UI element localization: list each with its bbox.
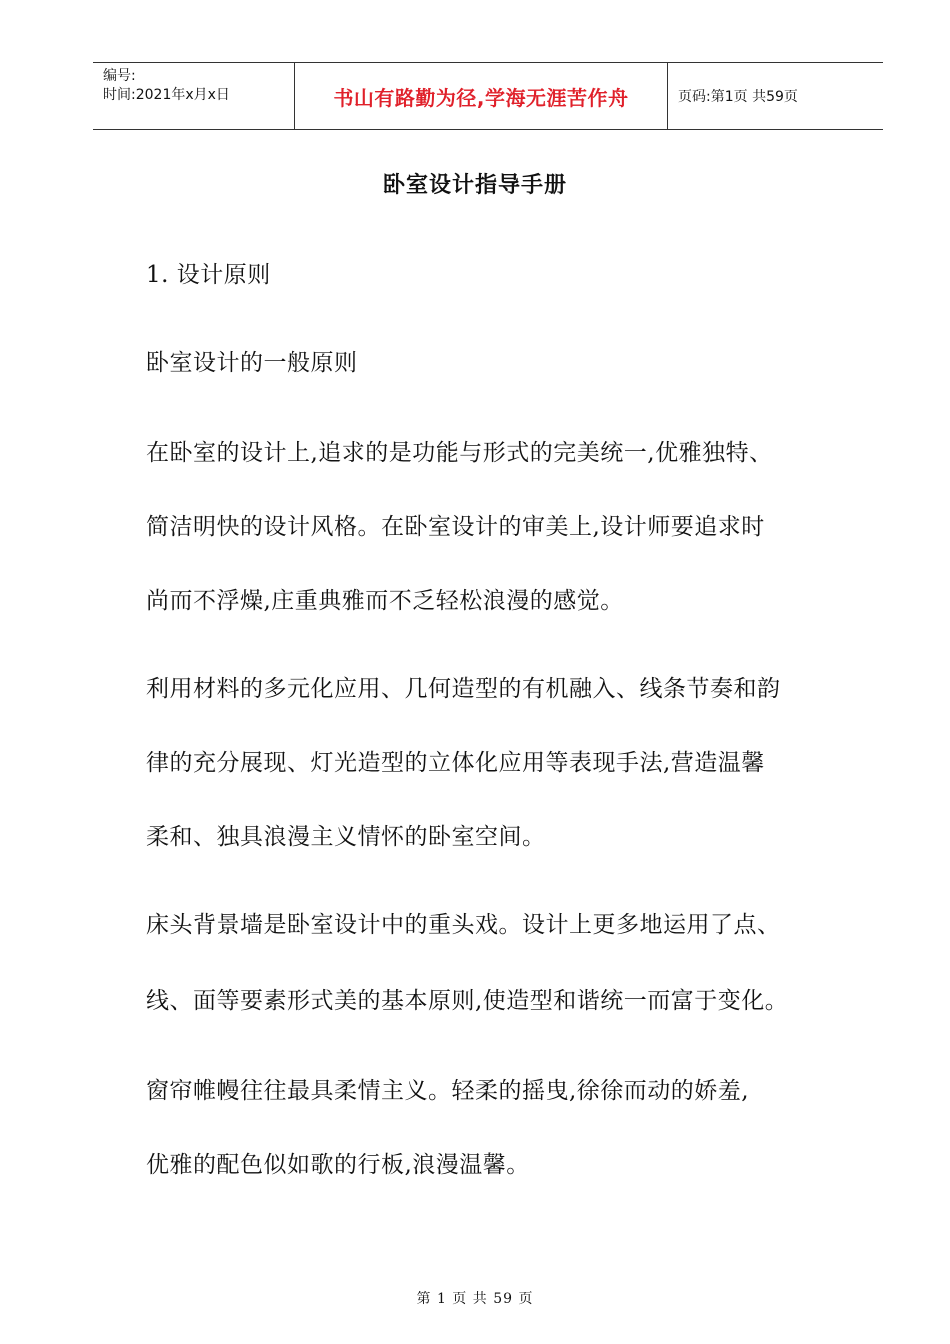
section-heading: 1. 设计原则: [146, 262, 271, 288]
paragraph-line: 线、面等要素形式美的基本原则,使造型和谐统一而富于变化。: [146, 988, 789, 1014]
paragraph-line: 窗帘帷幔往往最具柔情主义。轻柔的摇曳,徐徐而动的娇羞,: [146, 1078, 750, 1104]
document-title: 卧室设计指导手册: [382, 173, 567, 198]
paragraph-line: 简洁明快的设计风格。在卧室设计的审美上,设计师要追求时: [146, 514, 765, 540]
paragraph-line: 利用材料的多元化应用、几何造型的有机融入、线条节奏和韵: [146, 676, 781, 702]
paragraph-line: 律的充分展现、灯光造型的立体化应用等表现手法,营造温馨: [146, 750, 765, 776]
paragraph-line: 优雅的配色似如歌的行板,浪漫温馨。: [146, 1152, 530, 1178]
subsection-heading: 卧室设计的一般原则: [146, 350, 358, 376]
motto-text: 书山有路勤为径,学海无涯苦作舟: [333, 85, 629, 110]
paragraph-line: 床头背景墙是卧室设计中的重头戏。设计上更多地运用了点、: [146, 912, 781, 938]
header-motto-cell: [295, 63, 668, 129]
header-meta-cell: [93, 63, 295, 129]
header-page-cell: [668, 63, 883, 129]
number-label: 编号:: [103, 68, 136, 84]
header-page-info: 页码:第1页 共59页: [678, 89, 798, 105]
page-header: [93, 62, 883, 130]
page-footer: 第 1 页 共 59 页: [416, 1291, 534, 1307]
time-label: 时间:2021年x月x日: [103, 87, 230, 103]
paragraph-line: 在卧室的设计上,追求的是功能与形式的完美统一,优雅独特、: [146, 440, 773, 466]
paragraph-line: 尚而不浮燥,庄重典雅而不乏轻松浪漫的感觉。: [146, 588, 624, 614]
paragraph-line: 柔和、独具浪漫主义情怀的卧室空间。: [146, 824, 546, 850]
